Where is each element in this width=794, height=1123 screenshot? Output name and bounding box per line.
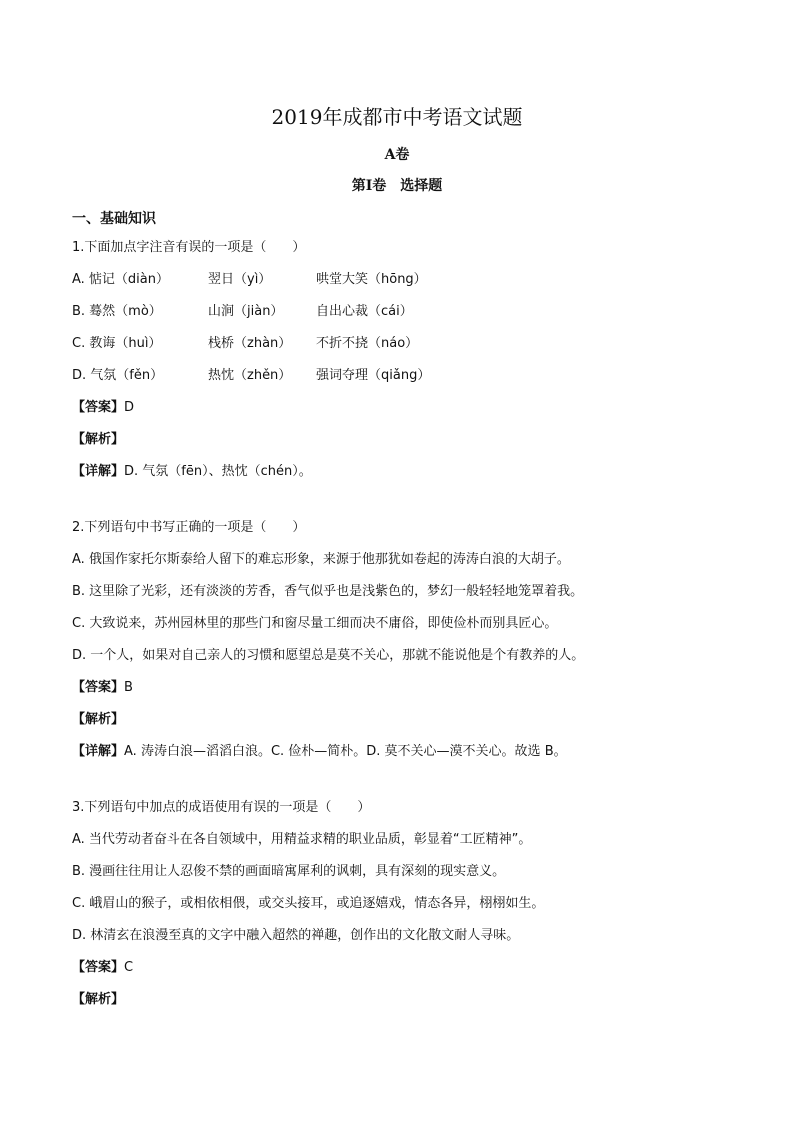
question-2-option-b: B. 这里除了光彩，还有淡淡的芳香，香气似乎也是浅紫色的，梦幻一般轻轻地笼罩着我。 xyxy=(72,584,584,599)
analysis-tag: 【解析】 xyxy=(72,712,125,727)
question-list xyxy=(72,238,732,1022)
option-cell: 热忱（zhěn） xyxy=(208,368,292,383)
answer-value: C xyxy=(124,960,134,975)
answer-tag: 【答案】 xyxy=(72,960,125,975)
question-2-stem: 2.下列语句中书写正确的一项是（ ） xyxy=(72,520,306,535)
question-1-option-a xyxy=(72,270,732,302)
question-3-stem: 3.下列语句中加点的成语使用有误的一项是（ ） xyxy=(72,800,371,815)
question-3-option-b: B. 漫画往往用让人忍俊不禁的画面暗寓犀利的讽刺，具有深刻的现实意义。 xyxy=(72,864,506,879)
question-1-stem: 1.下面加点字注音有误的一项是（ ） xyxy=(72,240,306,255)
question-1-analysis xyxy=(72,430,732,462)
option-cell: 哄堂大笑（hōng） xyxy=(316,272,427,287)
option-cell: D. 气氛（fěn） xyxy=(72,368,164,383)
option-cell: 山涧（jiàn） xyxy=(208,304,284,319)
option-cell: 强词夺理（qiǎng） xyxy=(316,368,431,383)
part-label: 第Ⅰ卷 选择题 xyxy=(351,178,443,194)
question-2-option-c: C. 大致说来，苏州园林里的那些门和窗尽量工细而决不庸俗，即使俭朴而别具匠心。 xyxy=(72,616,558,631)
detail-text: D. 气氛（fēn）、热忱（chén）。 xyxy=(124,464,312,479)
answer-value: D xyxy=(124,400,135,415)
option-cell: A. 惦记（diàn） xyxy=(72,272,169,287)
question-1-option-c xyxy=(72,334,732,366)
question-3-option-c: C. 峨眉山的猴子，或相依相偎，或交头接耳，或追逐嬉戏，情态各异，栩栩如生。 xyxy=(72,896,545,911)
answer-tag: 【答案】 xyxy=(72,400,125,415)
option-cell: 不折不挠（náo） xyxy=(316,336,419,351)
question-2-option-a: A. 俄国作家托尔斯泰给人留下的难忘形象，来源于他那犹如卷起的涛涛白浪的大胡子。 xyxy=(72,552,570,567)
detail-tag: 【详解】 xyxy=(72,464,125,479)
analysis-tag: 【解析】 xyxy=(72,992,125,1007)
question-2-option-d: D. 一个人，如果对自己亲人的习惯和愿望总是莫不关心，那就不能说他是个有教养的人。 xyxy=(72,648,585,663)
detail-text: A. 涛涛白浪—滔滔白浪。C. 俭朴—简朴。D. 莫不关心—漠不关心。故选 B。 xyxy=(124,744,567,759)
section-heading: 一、基础知识 xyxy=(72,211,156,227)
question-2-detail xyxy=(72,742,732,774)
spacer xyxy=(72,494,732,518)
question-2-analysis xyxy=(72,710,732,742)
question-1-option-d xyxy=(72,366,732,398)
option-cell: 栈桥（zhàn） xyxy=(208,336,292,351)
question-3-option-a: A. 当代劳动者奋斗在各自领域中，用精益求精的职业品质，彰显着“工匠精神”。 xyxy=(72,832,532,847)
answer-value: B xyxy=(124,680,133,695)
option-cell: C. 教诲（huì） xyxy=(72,336,162,351)
question-2-answer xyxy=(72,678,732,710)
answer-tag: 【答案】 xyxy=(72,680,125,695)
option-cell: 翌日（yì） xyxy=(208,272,272,287)
question-1-option-b xyxy=(72,302,732,334)
volume-label: A卷 xyxy=(384,147,410,163)
option-cell: 自出心裁（cái） xyxy=(316,304,413,319)
question-3-analysis xyxy=(72,990,732,1022)
spacer xyxy=(72,774,732,798)
analysis-tag: 【解析】 xyxy=(72,432,125,447)
question-3-option-d: D. 林清玄在浪漫至真的文字中融入超然的禅趣，创作出的文化散文耐人寻味。 xyxy=(72,928,520,943)
option-cell: B. 蓦然（mò） xyxy=(72,304,162,319)
page-title: 2019年成都市中考语文试题 xyxy=(271,105,523,129)
question-1-answer xyxy=(72,398,732,430)
question-3-answer xyxy=(72,958,732,990)
detail-tag: 【详解】 xyxy=(72,744,125,759)
question-1-detail xyxy=(72,462,732,494)
